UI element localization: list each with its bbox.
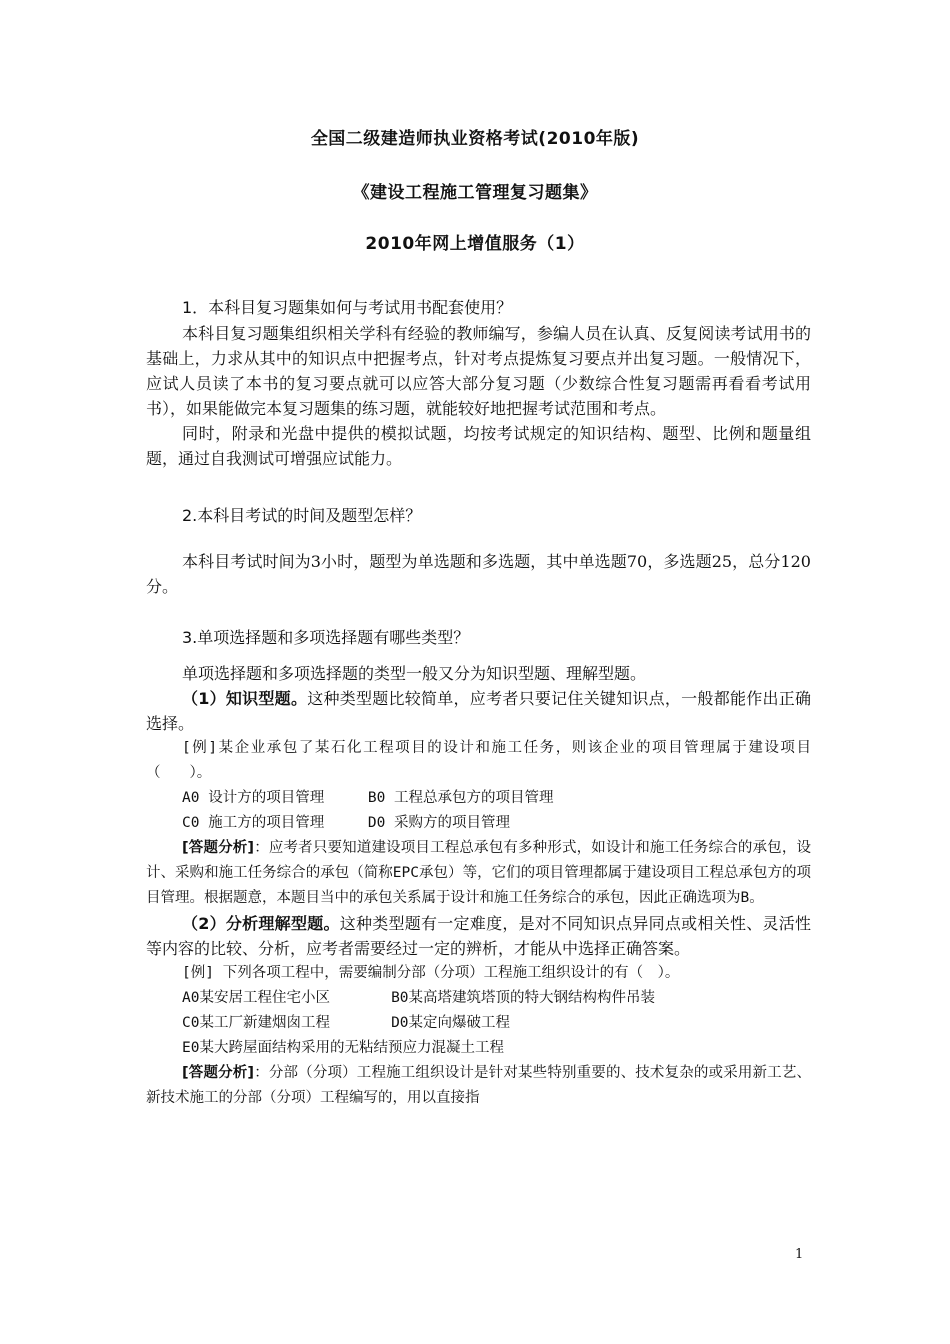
document-body bbox=[146, 295, 811, 1111]
question-2-paragraph: 本科目考试时间为3小时，题型为单选题和多选题，其中单选题70，多选题25，总分120分。 bbox=[146, 552, 811, 596]
question-3-intro: 单项选择题和多项选择题的类型一般又分为知识型题、理解型题。 bbox=[182, 664, 647, 683]
question-2-heading: 2.本科目考试的时间及题型怎样？ bbox=[182, 506, 422, 525]
question-3-heading: 3.单项选择题和多项选择题有哪些类型？ bbox=[182, 628, 470, 647]
exam-title: 全国二级建造师执业资格考试(2010年版) bbox=[310, 129, 640, 149]
spacer bbox=[146, 599, 811, 625]
spacer bbox=[146, 471, 811, 503]
example-2-analysis bbox=[146, 1061, 811, 1111]
example-1-option-row: C0 施工方的项目管理 D0 采购方的项目管理 bbox=[182, 815, 511, 831]
analysis-label: [答题分析] bbox=[182, 1065, 255, 1081]
question-1-heading: 1．本科目复习题集如何与考试用书配套使用？ bbox=[182, 298, 513, 317]
knowledge-type-text: 这种类型题比较简单，应考者只要记住关键知识点，一般都能作出正确选择。 bbox=[146, 689, 811, 733]
service-title: 2010年网上增值服务（1） bbox=[365, 234, 585, 254]
example-1-analysis-text: ：应考者只要知道建设项目工程总承包有多种形式，如设计和施工任务综合的承包，设计、采购和施工任务综合的承包（简称EPC承包）等，它们的项目管理都属于建设项目工程总承包方的项目管理。根据题意，本题目当中的承包关系属于设计和施工任务综合的承包，因此正确选项为B。 bbox=[146, 840, 811, 906]
knowledge-type-label: （1）知识型题。 bbox=[182, 689, 308, 708]
analysis-type-paragraph bbox=[146, 911, 811, 961]
example-2-option-row: E0某大跨屋面结构采用的无粘结预应力混凝土工程 bbox=[182, 1040, 504, 1056]
spacer bbox=[146, 529, 811, 549]
example-1-option-row: A0 设计方的项目管理 B0 工程总承包方的项目管理 bbox=[182, 790, 554, 806]
analysis-type-label: （2）分析理解型题。 bbox=[182, 914, 340, 933]
analysis-label: [答题分析] bbox=[182, 840, 255, 856]
spacer bbox=[146, 651, 811, 661]
page-number: 1 bbox=[795, 1247, 804, 1262]
example-1-analysis bbox=[146, 836, 811, 911]
analysis-type-text: 这种类型题有一定难度，是对不同知识点异同点或相关性、灵活性等内容的比较、分析，应考者需要经过一定的辨析，才能从中选择正确答案。 bbox=[146, 914, 811, 958]
example-2-option-row: A0某安居工程住宅小区 B0某高塔建筑塔顶的特大钢结构构件吊装 bbox=[182, 990, 656, 1006]
question-1-paragraph-1: 本科目复习题集组织相关学科有经验的教师编写，参编人员在认真、反复阅读考试用书的基础上，力求从其中的知识点中把握考点，针对考点提炼复习要点并出复习题。一般情况下，应试人员读了本书的复习要点就可以应答大部分复习题（少数综合性复习题需再看看考试用书），如果能做完本复习题集的练习题，就能较好地把握考试范围和考点。 bbox=[146, 324, 811, 418]
knowledge-type-paragraph bbox=[146, 686, 811, 736]
book-title: 《建设工程施工管理复习题集》 bbox=[352, 183, 598, 203]
example-2-analysis-text: ：分部（分项）工程施工组织设计是针对某些特别重要的、技术复杂的或采用新工艺、新技术施工的分部（分项）工程编写的，用以直接指 bbox=[146, 1065, 811, 1106]
example-2-question: [例] 下列各项工程中，需要编制分部（分项）工程施工组织设计的有（ ）。 bbox=[182, 965, 680, 981]
question-1-paragraph-2: 同时，附录和光盘中提供的模拟试题，均按考试规定的知识结构、题型、比例和题量组题，通过自我测试可增强应试能力。 bbox=[146, 424, 811, 468]
example-1-question: [例]某企业承包了某石化工程项目的设计和施工任务，则该企业的项目管理属于建设项目（ ）。 bbox=[146, 740, 811, 781]
example-2-option-row: C0某工厂新建烟囱工程 D0某定向爆破工程 bbox=[182, 1015, 511, 1031]
